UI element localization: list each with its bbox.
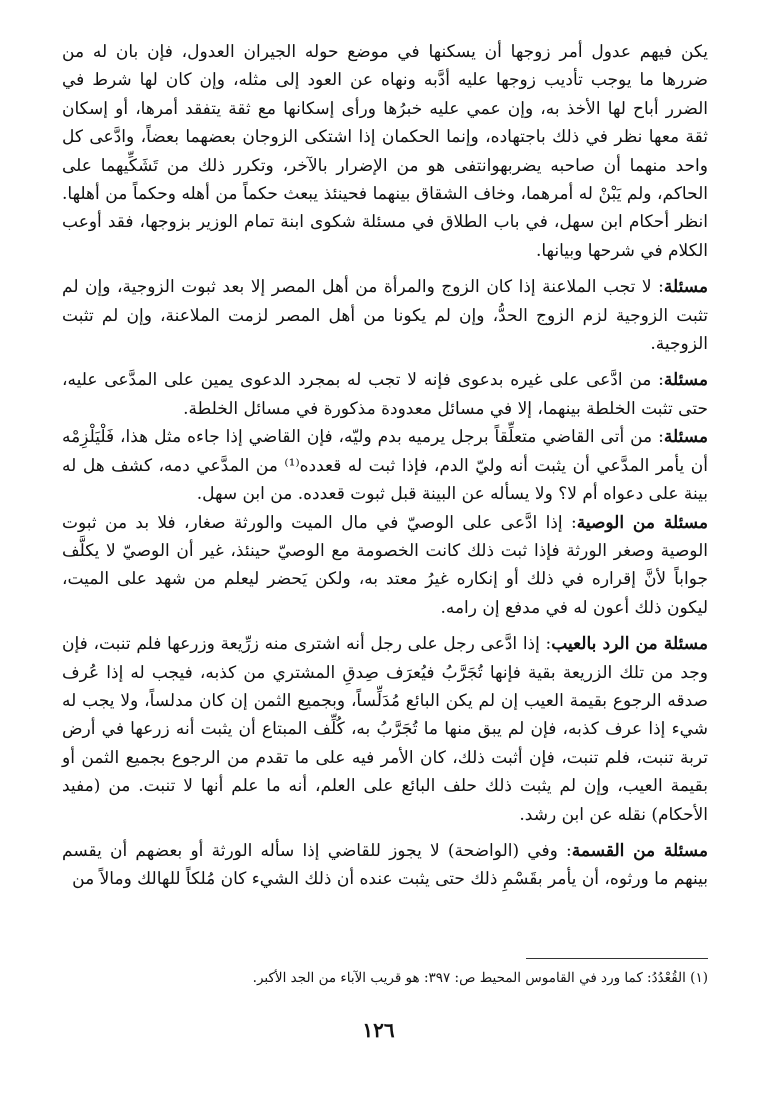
paragraph-2 [62, 273, 708, 358]
paragraph-5 [62, 509, 708, 623]
paragraph-6-heading: مسئلة من الرد بالعيب [551, 634, 708, 655]
paragraph-6 [62, 630, 708, 829]
footnote-divider [526, 958, 708, 959]
paragraph-3-text: : من ادَّعى على غيره بدعوى فإنه لا تجب له بمجرد الدعوى يمين على المدَّعى عليه، حتى تثبت الخلطة بينهما، إلا في مسائل معدودة مذكورة في مسائل الخلطة. [62, 370, 708, 419]
paragraph-7 [62, 837, 708, 894]
body-text [62, 38, 708, 894]
paragraph-6-text: : إذا ادَّعى رجل على رجل أنه اشترى منه زرِّيعة وزرعها فلم تنبت، فإن وجد من تلك الزريعة بقية فإنها تُجَرَّبُ فيُعرَف صِدقِ المشتري من كذبه، فيجب له إذا عُرف صدقه الرجوع بقيمة العيب إن لم يكن البائع مُدَلِّساً، وبجميع الثمن إن كان مدلساً، ولا يجب له شيء إذا عرف كذبه، فإن لم يبق منها ما تُجَرَّبُ به، كُلِّف المبتاع أن يثبت أنه زرعها في أرض تربة تنبت، فلم تنبت، فإن أثبت ذلك، كان الأمر فيه على ما تقدم من الرجوع بجميع الثمن أو بقيمة العيب، وإن لم يثبت ذلك حلف البائع على العلم، أنه ما علم أنها لا تنبت. من (مفيد الأحكام) نقله عن ابن رشد. [62, 634, 708, 825]
paragraph-4 [62, 423, 708, 508]
paragraph-2-text: : لا تجب الملاعنة إذا كان الزوج والمرأة من أهل المصر إلا بعد ثبوت الزوجية، وإن لم تثبت الزوجية لزم الزوج الحدُّ، وإن لم يكونا من أهل المصر لزمت الملاعنة، وإن لم تثبت الزوجية. [62, 277, 708, 355]
footnote: (١) القُعْدُدُ: كما ورد في القاموس المحيط ص: ٣٩٧: هو قريب الآباء من الجد الأكبر. [252, 970, 708, 986]
paragraph-2-heading: مسئلة [663, 277, 708, 298]
paragraph-5-text: : إذا ادَّعى على الوصيّ في مال الميت والورثة صغار، فلا بد من ثبوت الوصية وصغر الورثة فإذا ثبت ذلك كانت الخصومة مع الوصيّ حينئذ، غير أن الوصيّ لا يكلَّف جواباً لأنَّ إقراره في ذلك أو إنكاره غيرُ معتد به، ولكن يَحضر ليعلم من شهد على الميت، ليكون ذلك أعون له في مدفع إن رامه. [62, 512, 708, 618]
page-number: ١٢٦ [362, 1018, 395, 1042]
paragraph-1-text: يكن فيهم عدول أمر زوجها أن يسكنها في موضع حوله الجيران العدول، فإن بان له من ضررها ما يوجب تأديب زوجها عليه أدَّبه ونهاه عن العود إلى مثله، وإن كان لها شرط في الضرر أباح لها الأخذ به، وإن عمي عليه خبرُها ورأى إسكانها مع ثقة يتفقد أمرها، أو إسكان ثقة معها نظر في ذلك باجتهاده، وإنما الحكمان إذا اشتكى الزوجان بعضهما بعضاً، وادَّعى كل واحد منهما أن صاحبه يضربهوانتفى هو من الإضرار بالآخر، وتكرر ذلك من تَشَكِّيهما على الحاكم، ولم يَبْنْ له أمرهما، وخاف الشقاق بينهما فحينئذ يبعث حكماً من أهله وحكماً من أهلها. انظر أحكام ابن سهل، في باب الطلاق في مسئلة شكوى ابنة تمام الوزير بزوجها، فقد أوعب الكلام في شرحها وبيانها. [62, 42, 708, 261]
paragraph-5-heading: مسئلة من الوصية [576, 512, 708, 533]
paragraph-3 [62, 366, 708, 423]
paragraph-4-heading: مسئلة [663, 427, 708, 448]
paragraph-1 [62, 38, 708, 265]
paragraph-4-text: : من أتى القاضي متعلِّقاً برجل يرميه بدم وليّه، فإن القاضي إذا جاءه مثل هذا، فَلْيَلْزِمْه أن يأمر المدَّعي أن يثبت أنه وليّ الدم، فإذا ثبت له قعدده⁽¹⁾ من المدَّعي دمه، كشف هل له بينة على دعواه أم لا؟ ولا يسأله عن البينة قبل ثبوت قعدده. من ابن سهل. [62, 427, 708, 505]
paragraph-7-text: : وفي (الواضحة) لا يجوز للقاضي إذا سأله الورثة أو بعضهم أن يقسم بينهم ما ورثوه، أن يأمر بقَسْمِ ذلك حتى يثبت عنده أن ذلك الشيء كان مُلكاً للهالك ومالاً من [62, 840, 708, 890]
paragraph-3-heading: مسئلة [663, 370, 708, 391]
paragraph-7-heading: مسئلة من القسمة [571, 840, 709, 861]
